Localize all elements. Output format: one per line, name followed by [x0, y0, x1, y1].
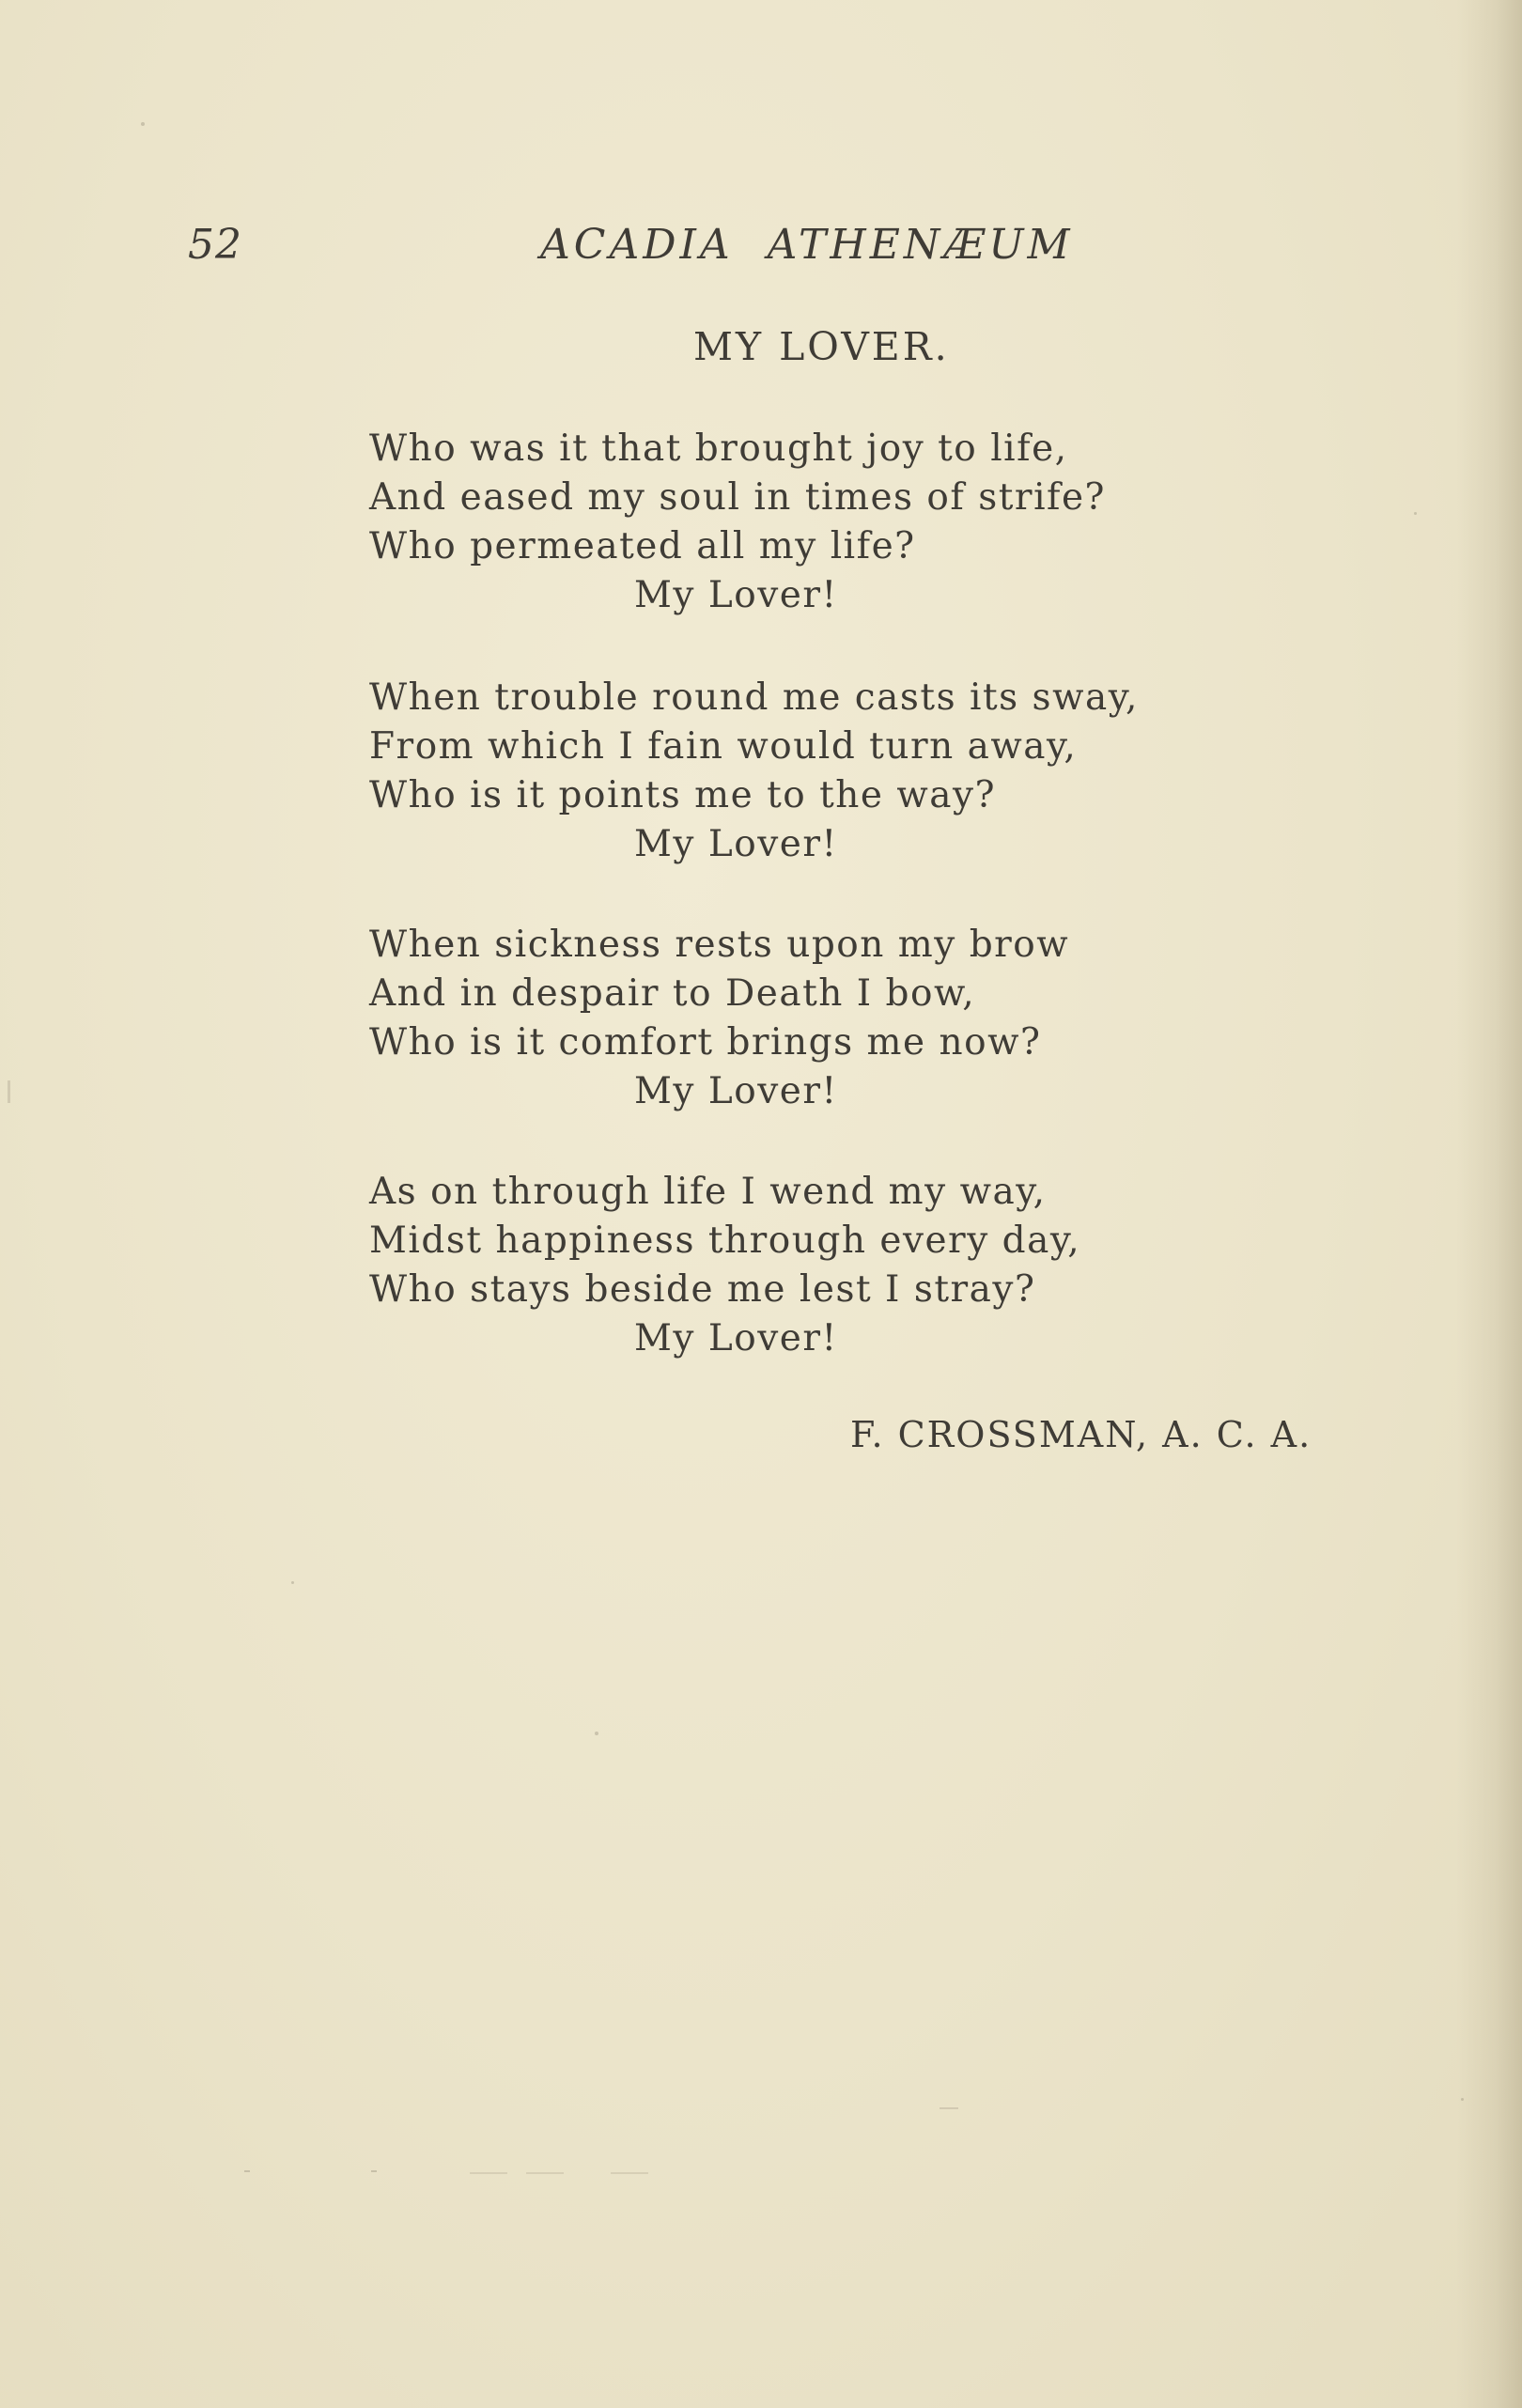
poem-title: MY LOVER. — [693, 324, 950, 369]
stanza — [369, 674, 1271, 869]
paper-speck — [1461, 2098, 1464, 2101]
poem-line: And eased my soul in times of strife? — [369, 476, 1106, 519]
paper-speck — [8, 1080, 10, 1103]
poem-line: From which I fain would turn away, — [369, 725, 1078, 768]
stanza — [369, 425, 1271, 620]
poem-line: When trouble round me casts its sway, — [369, 676, 1139, 719]
paper-speck — [244, 2170, 250, 2172]
poem-line: Who was it that brought joy to life, — [369, 427, 1068, 470]
poem-line: As on through life I wend my way, — [369, 1171, 1047, 1213]
refrain-line: My Lover! — [634, 1070, 838, 1112]
poem-line: Who permeated all my life? — [369, 525, 916, 567]
refrain-line: My Lover! — [634, 823, 838, 865]
poem-line: When sickness rests upon my brow — [369, 924, 1070, 966]
paper-speck — [470, 2172, 507, 2174]
refrain-line: My Lover! — [634, 1317, 838, 1359]
paper-speck — [291, 1581, 294, 1584]
poem-line: And in despair to Death I bow, — [369, 972, 976, 1015]
poem-line: Midst happiness through every day, — [369, 1220, 1081, 1262]
paper-speck — [526, 2172, 564, 2174]
stanza — [369, 921, 1271, 1116]
paper-speck — [940, 2107, 958, 2109]
poem-line: Who stays beside me lest I stray? — [369, 1268, 1036, 1311]
page-edge-shadow — [1456, 0, 1522, 2408]
paper-speck — [141, 122, 145, 126]
paper-speck — [611, 2172, 648, 2174]
poem-line: Who is it points me to the way? — [369, 774, 996, 816]
poem-line: Who is it comfort brings me now? — [369, 1021, 1042, 1064]
paper-speck — [371, 2170, 377, 2172]
page-number: 52 — [188, 221, 242, 269]
author-signature: F. CROSSMAN, A. C. A. — [850, 1414, 1312, 1455]
stanza — [369, 1168, 1271, 1363]
paper-speck — [595, 1732, 598, 1735]
running-title: ACADIA ATHENÆUM — [540, 221, 1074, 269]
refrain-line: My Lover! — [634, 574, 838, 616]
paper-speck — [1414, 512, 1417, 515]
